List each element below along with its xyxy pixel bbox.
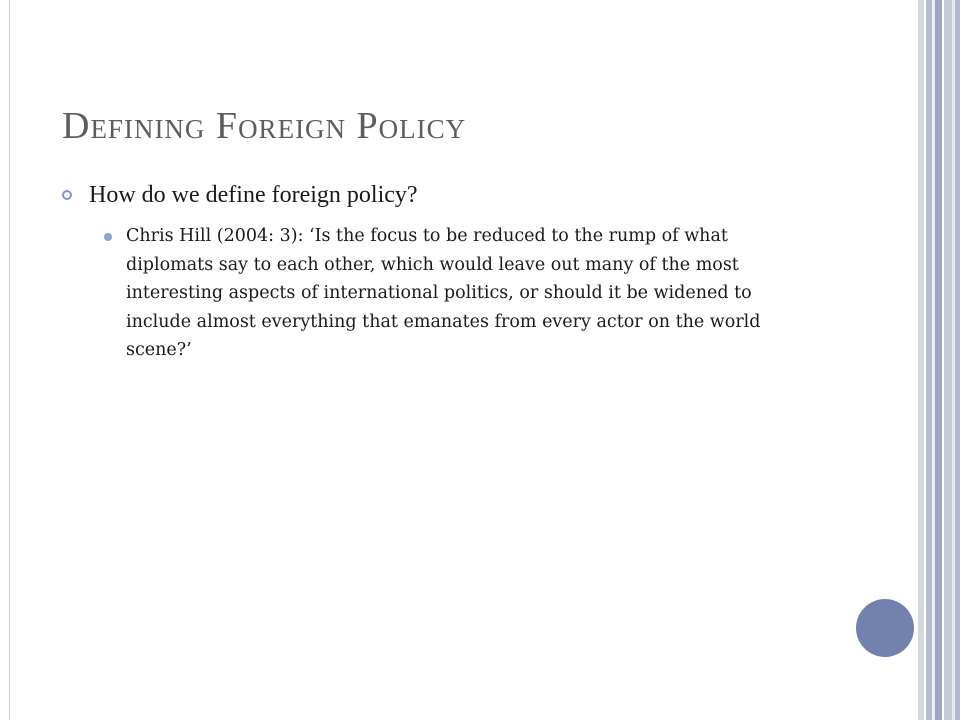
stripe: [944, 0, 952, 720]
ring-bullet-icon: [62, 190, 72, 200]
bullet-level1: [62, 178, 822, 212]
slide-title: Defining Foreign Policy: [62, 105, 467, 147]
bullet-level2: [104, 222, 824, 365]
right-decorative-stripes: [918, 0, 960, 720]
bullet-level1-text: How do we define foreign policy?: [89, 182, 418, 208]
stripe: [935, 0, 942, 720]
dot-bullet-icon: [104, 233, 112, 241]
left-border-rule: [9, 0, 10, 720]
bullet-level2-text: Chris Hill (2004: 3): ‘Is the focus to be reduced to the rump of what diplomats say to each other, which would leave out many of the most interesting aspects of international politics, or should it be widened to include almost everything that emanates from every actor on the world scene?’: [126, 226, 761, 360]
stripe: [955, 0, 960, 720]
accent-circle-icon: [856, 599, 914, 657]
